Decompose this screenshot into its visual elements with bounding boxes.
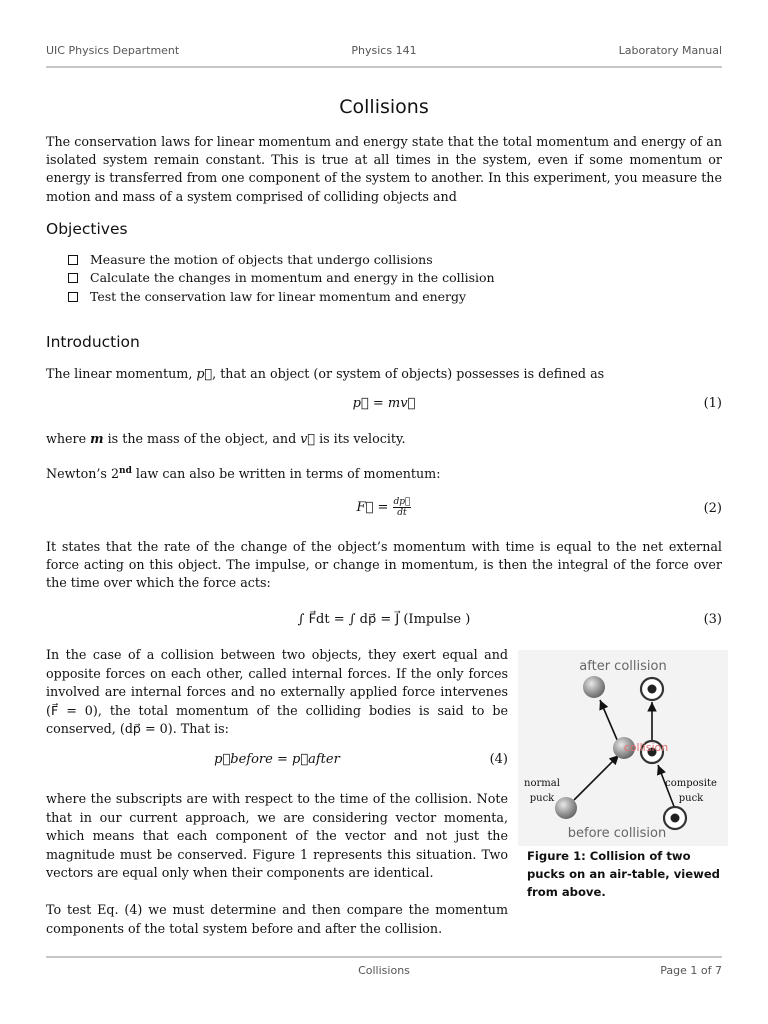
header-course: Physics 141 xyxy=(351,44,417,57)
normal-puck-label-line2: puck xyxy=(529,793,555,804)
composite-puck-after-core xyxy=(648,685,657,694)
composite-puck-label-line2: puck xyxy=(678,793,704,804)
intro-p2: where m is the mass of the object, and v⃗ is its velocity. xyxy=(46,431,406,446)
composite-puck-label-line1: composite xyxy=(665,778,717,789)
collision-figure xyxy=(518,650,728,846)
collision-label: collision xyxy=(623,741,669,754)
checkbox-icon xyxy=(68,273,78,283)
equation-4-math: p⃗before = p⃗after xyxy=(214,752,340,767)
page-title: Collisions xyxy=(339,96,429,118)
intro-p7: To test Eq. (4) we must determine and then compare the momentum components of the total system before and after the collision. xyxy=(46,902,508,936)
objectives-heading: Objectives xyxy=(46,220,128,238)
composite-puck-before-core xyxy=(671,814,680,823)
equation-1 xyxy=(46,396,722,416)
checkbox-icon xyxy=(68,255,78,265)
equation-1-number: (1) xyxy=(703,396,722,411)
equation-3-number: (3) xyxy=(703,612,722,627)
page-header xyxy=(46,44,722,62)
intro-p5: In the case of a collision between two objects, they exert equal and opposite forces on each other, called internal forces. If the only forces involved are internal forces and no externally applied force intervenes (F⃗ = 0), the total momentum of the colliding bodies is said to be conserved, (dp⃗ = 0). That is: xyxy=(46,647,508,737)
equation-1-math: p⃗ = mv⃗ xyxy=(352,396,416,411)
header-manual: Laboratory Manual xyxy=(618,44,722,57)
objective-item: Test the conservation law for linear momentum and energy xyxy=(68,288,495,306)
normal-puck-before xyxy=(555,797,577,819)
after-collision-label: after collision xyxy=(579,659,667,674)
objective-item: Calculate the changes in momentum and energy in the collision xyxy=(68,269,495,287)
before-collision-label: before collision xyxy=(567,826,667,841)
intro-p4: It states that the rate of the change of the object’s momentum with time is equal to the net external force acting on this object. The impulse, or change in momentum, is then the integral of the force over the time over which the force acts: xyxy=(46,539,722,591)
normal-puck-after xyxy=(583,676,605,698)
equation-3-math: ∫ F⃗dt = ∫ dp⃗ = J⃗ (Impulse ) xyxy=(297,612,471,627)
equation-4-number: (4) xyxy=(489,752,508,767)
figure-caption: Figure 1: Collision of two pucks on an air-table, viewed from above. xyxy=(527,849,720,900)
header-rule xyxy=(46,66,722,68)
header-department: UIC Physics Department xyxy=(46,44,180,57)
objectives-list xyxy=(68,251,495,306)
footer-rule xyxy=(46,956,722,958)
intro-p1: The linear momentum, p⃗, that an object (or system of objects) possesses is defined as xyxy=(46,366,605,381)
normal-puck-label-line1: normal xyxy=(524,778,560,789)
footer-title: Collisions xyxy=(358,964,410,977)
equation-3 xyxy=(46,612,722,632)
equation-2-math: F⃗ = $\frac{dp⃗}{dt}$ xyxy=(356,497,411,518)
equation-2-number: (2) xyxy=(703,501,722,516)
intro-p3: Newton’s 2nd law can also be written in terms of momentum: xyxy=(46,466,441,482)
intro-paragraph: The conservation laws for linear momentum and energy state that the total momentum and energy of an isolated system remain constant. This is true at all times in the system, even if some momentum or energy is transferred from one component of the system to another. In this experiment, you measure the motion and mass of a system comprised of colliding objects and xyxy=(46,134,722,204)
page-number: Page 1 of 7 xyxy=(660,964,722,977)
checkbox-icon xyxy=(68,292,78,302)
equation-2 xyxy=(46,495,722,525)
introduction-heading: Introduction xyxy=(46,333,140,351)
objective-item: Measure the motion of objects that undergo collisions xyxy=(68,251,495,269)
equation-4 xyxy=(46,752,508,772)
intro-p6: where the subscripts are with respect to the time of the collision. Note that in our current approach, we are considering vector momenta, which means that each component of the vector and not just the magnitude must be conserved. Figure 1 represents this situation. Two vectors are equal only when their components are identical. xyxy=(46,791,508,881)
